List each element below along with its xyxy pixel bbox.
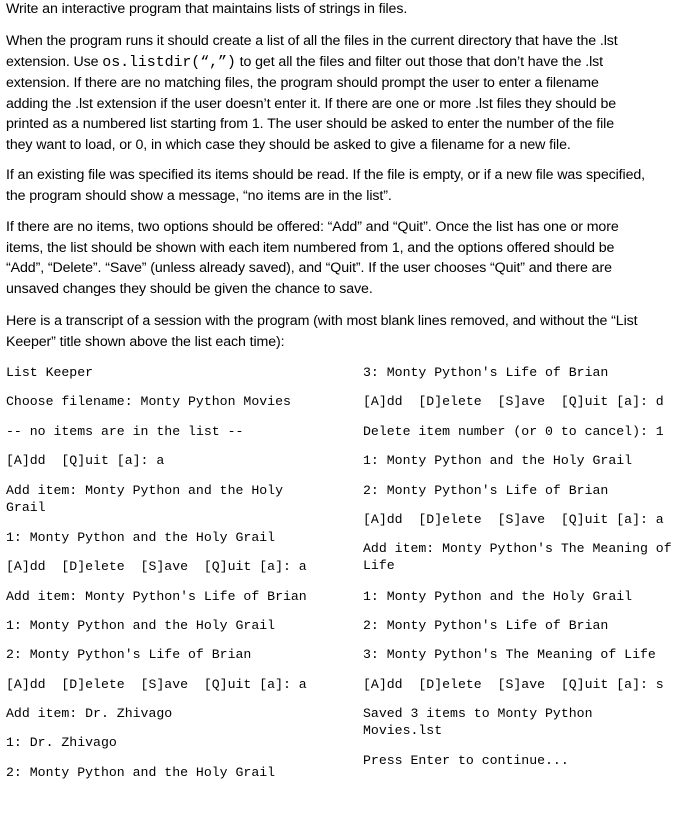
transcript-line: Add item: Monty Python's Life of Brian xyxy=(6,589,307,604)
paragraph-line: Keeper” title shown above the list each time): xyxy=(6,333,285,350)
transcript-line: Press Enter to continue... xyxy=(363,753,569,768)
paragraph-line: “Add”, “Delete”. “Save” (unless already saved), and “Quit”. If the user chooses “Quit” and there are xyxy=(6,260,612,277)
paragraph-line: adding the .lst extension if the user doesn’t enter it. If there are one or more .lst files they should be xyxy=(6,95,617,112)
transcript-line: 2: Monty Python and the Holy Grail xyxy=(6,765,276,780)
paragraph-line: extension. If there are no matching files, the program should prompt the user to enter a filename xyxy=(6,75,599,92)
transcript-line: 2: Monty Python's Life of Brian xyxy=(363,483,609,498)
inline-code: os.listdir(“,”) xyxy=(102,53,236,71)
transcript-line: -- no items are in the list -- xyxy=(6,424,244,439)
transcript-line: 2: Monty Python's Life of Brian xyxy=(6,647,252,662)
transcript-line: 3: Monty Python's Life of Brian xyxy=(363,365,609,380)
paragraph-line: printed as a numbered list starting from 1. The user should be asked to enter the number of the file xyxy=(6,116,615,133)
paragraph-existing-file xyxy=(6,165,670,206)
transcript-line: Movies.lst xyxy=(363,723,443,738)
paragraph-line: they want to load, or 0, in which case they should be asked to give a filename for a new file. xyxy=(6,136,571,153)
transcript-line: [A]dd [D]elete [S]ave [Q]uit [a]: a xyxy=(6,677,307,692)
paragraph-line: extension. Use os.listdir(“,”) to get all the files and filter out those that don’t have the .lst xyxy=(6,53,603,71)
transcript-line: Life xyxy=(363,558,395,573)
transcript-line: Add item: Dr. Zhivago xyxy=(6,706,173,721)
transcript-line: 3: Monty Python's The Meaning of Life xyxy=(363,647,656,662)
transcript-line: [A]dd [Q]uit [a]: a xyxy=(6,453,165,468)
transcript-line: 1: Monty Python and the Holy Grail xyxy=(363,589,633,604)
paragraph-line: If there are no items, two options should be offered: “Add” and “Quit”. Once the list has one or more xyxy=(6,219,619,235)
paragraph-line: the program should show a message, “no items are in the list”. xyxy=(6,187,392,204)
paragraph-line: Here is a transcript of a session with the program (with most blank lines removed, and without the “List xyxy=(6,313,638,329)
paragraph-options xyxy=(6,217,670,299)
transcript-line: [A]dd [D]elete [S]ave [Q]uit [a]: a xyxy=(363,512,664,527)
paragraph-line: When the program runs it should create a list of all the files in the current directory that have the .lst xyxy=(6,33,618,49)
transcript-line: Choose filename: Monty Python Movies xyxy=(6,394,291,409)
transcript-line: [A]dd [D]elete [S]ave [Q]uit [a]: d xyxy=(363,394,664,409)
transcript-line: Grail xyxy=(6,500,46,515)
transcript-line: 1: Monty Python and the Holy Grail xyxy=(6,618,276,633)
transcript-line: 1: Dr. Zhivago xyxy=(6,735,117,750)
paragraph-line: items, the list should be shown with each item numbered from 1, and the options offered should be xyxy=(6,239,615,256)
transcript-line: Delete item number (or 0 to cancel): 1 xyxy=(363,424,664,439)
intro-sentence: Write an interactive program that maintains lists of strings in files. xyxy=(6,1,408,17)
transcript-line: [A]dd [D]elete [S]ave [Q]uit [a]: s xyxy=(363,677,664,692)
transcript-line: Saved 3 items to Monty Python xyxy=(363,706,593,721)
transcript-line: 1: Monty Python and the Holy Grail xyxy=(6,530,276,545)
transcript-line: Add item: Monty Python's The Meaning of xyxy=(363,541,672,556)
transcript-line: Add item: Monty Python and the Holy xyxy=(6,483,283,498)
paragraph-transcript-intro xyxy=(6,311,670,352)
transcript-line: List Keeper xyxy=(6,365,94,380)
paragraph-line: unsaved changes they should be given the chance to save. xyxy=(6,280,373,297)
paragraph-requirements xyxy=(6,31,670,156)
transcript-line: 2: Monty Python's Life of Brian xyxy=(363,618,609,633)
transcript-line: [A]dd [D]elete [S]ave [Q]uit [a]: a xyxy=(6,559,307,574)
paragraph-line: If an existing file was specified its items should be read. If the file is empty, or if a new file was specified, xyxy=(6,167,645,183)
transcript-line: 1: Monty Python and the Holy Grail xyxy=(363,453,633,468)
